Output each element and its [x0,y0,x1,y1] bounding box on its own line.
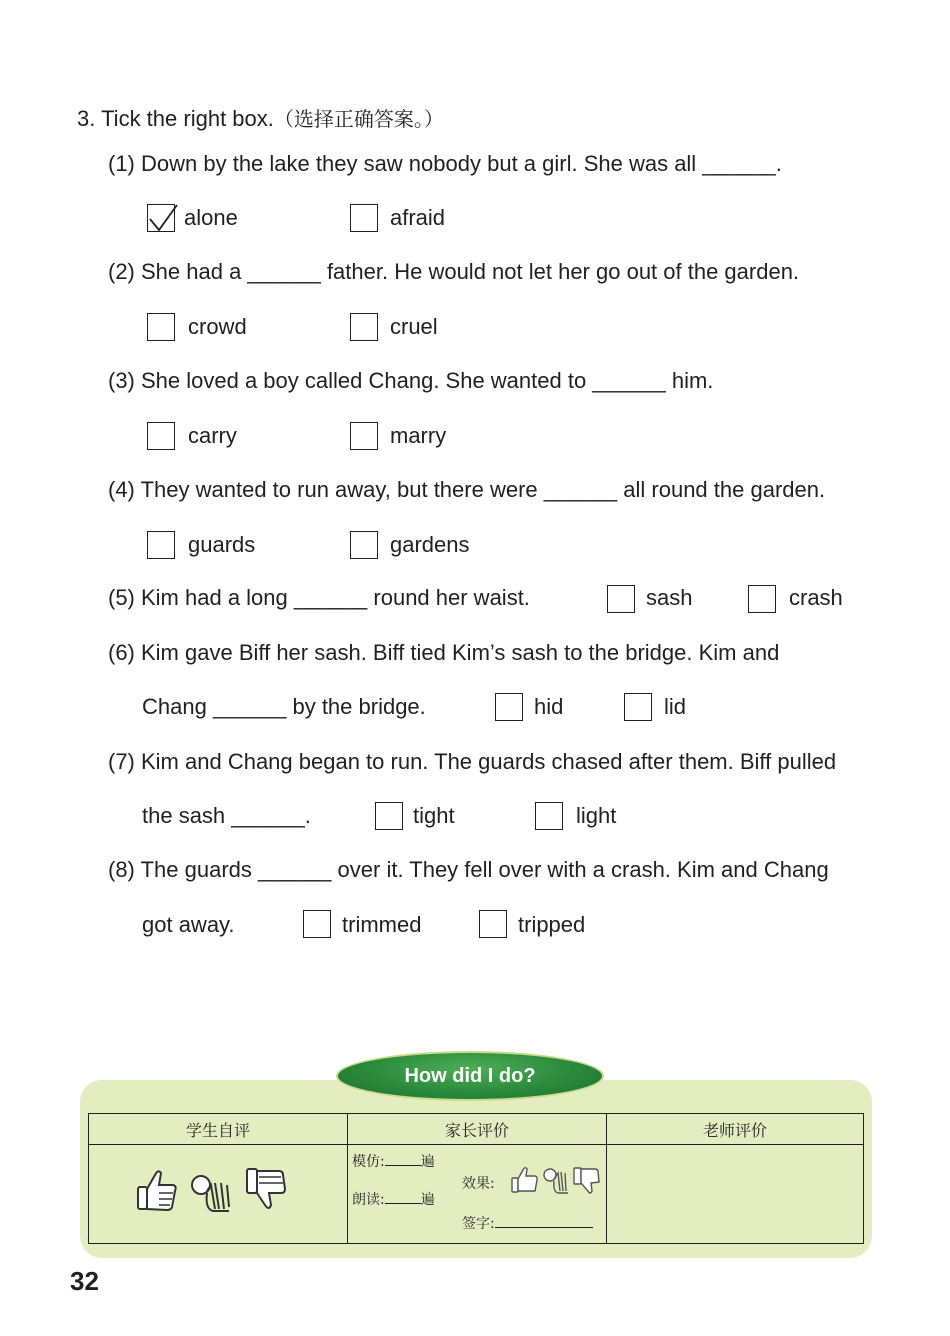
option-label: lid [664,694,687,719]
question-8-text-cont: got away. [142,912,235,937]
checkbox-q2-crowd[interactable] [147,313,175,341]
question-3-text: (3) She loved a boy called Chang. She wanted to ______ him. [108,368,714,393]
option-label: cruel [390,314,438,339]
heading-text: 3. Tick the right box. [77,106,274,131]
column-student-self: 学生自评 [89,1114,348,1145]
thumbs-up-icon[interactable] [135,1167,179,1213]
heading-cn: （选择正确答案。） [273,107,444,131]
question-7-text: (7) Kim and Chang began to run. The guards chased after them. Biff pulled [108,749,837,774]
column-parent: 家长评价 [348,1114,607,1145]
imitate-blank[interactable] [385,1153,421,1166]
read-blank[interactable] [385,1191,421,1204]
option-label: crowd [188,314,247,339]
read-label: 朗读: [352,1192,385,1208]
question-8-text: (8) The guards ______ over it. They fell over with a crash. Kim and Chang [108,857,829,882]
parent-cell [348,1145,607,1244]
checkbox-q4-guards[interactable] [147,531,175,559]
option-label: gardens [390,532,470,557]
checkbox-q7-light[interactable] [535,802,563,830]
checkbox-q5-crash[interactable] [748,585,776,613]
sign-label: 签字: [462,1216,495,1232]
times-unit: 遍 [420,1154,435,1170]
thumbs-down-icon[interactable] [245,1165,289,1213]
teacher-cell[interactable] [607,1145,864,1244]
effect-rating-icons[interactable] [510,1165,600,1197]
sign-blank[interactable] [495,1215,593,1228]
checkmark-icon [146,201,180,235]
question-6-text-cont: Chang ______ by the bridge. [142,694,426,719]
student-self-cell [89,1145,348,1244]
option-label: hid [534,694,564,719]
option-label: marry [390,423,447,448]
question-1-text: (1) Down by the lake they saw nobody but a girl. She was all ______. [108,151,782,176]
question-5-text: (5) Kim had a long ______ round her waist. [108,585,530,610]
read-row [352,1189,435,1209]
checkbox-q6-lid[interactable] [624,693,652,721]
page-number: 32 [70,1266,99,1296]
imitate-row [352,1151,435,1171]
option-label: sash [646,585,693,610]
effect-label: 效果: [462,1176,495,1192]
column-teacher: 老师评价 [607,1114,864,1145]
checkbox-q5-sash[interactable] [607,585,635,613]
checkbox-q8-tripped[interactable] [479,910,507,938]
option-label: light [576,803,617,828]
checkbox-q7-tight[interactable] [375,802,403,830]
option-label: trimmed [342,912,422,937]
checkbox-q3-carry[interactable] [147,422,175,450]
question-2-text: (2) She had a ______ father. He would not let her go out of the garden. [108,259,800,284]
question-6-text: (6) Kim gave Biff her sash. Biff tied Kim’s sash to the bridge. Kim and [108,640,780,665]
option-label: tripped [518,912,586,937]
checkbox-q8-trimmed[interactable] [303,910,331,938]
option-label: carry [188,423,237,448]
option-label: alone [184,205,238,230]
question-4-text: (4) They wanted to run away, but there were ______ all round the garden. [108,477,826,502]
checkbox-q1-alone[interactable] [147,204,175,232]
checkbox-q3-marry[interactable] [350,422,378,450]
sign-row [462,1213,593,1233]
option-label: tight [413,803,455,828]
ok-hand-icon[interactable] [189,1171,239,1213]
checkbox-q4-gardens[interactable] [350,531,378,559]
times-unit: 遍 [420,1192,435,1208]
question-7-text-cont: the sash ______. [142,803,311,828]
evaluation-table [88,1113,864,1244]
option-label: crash [789,585,843,610]
exercise-heading [77,105,444,133]
checkbox-q6-hid[interactable] [495,693,523,721]
imitate-label: 模仿: [352,1154,385,1170]
checkbox-q1-afraid[interactable] [350,204,378,232]
checkbox-q2-cruel[interactable] [350,313,378,341]
option-label: guards [188,532,256,557]
option-label: afraid [390,205,446,230]
how-did-i-do-badge: How did I do? [336,1051,604,1101]
